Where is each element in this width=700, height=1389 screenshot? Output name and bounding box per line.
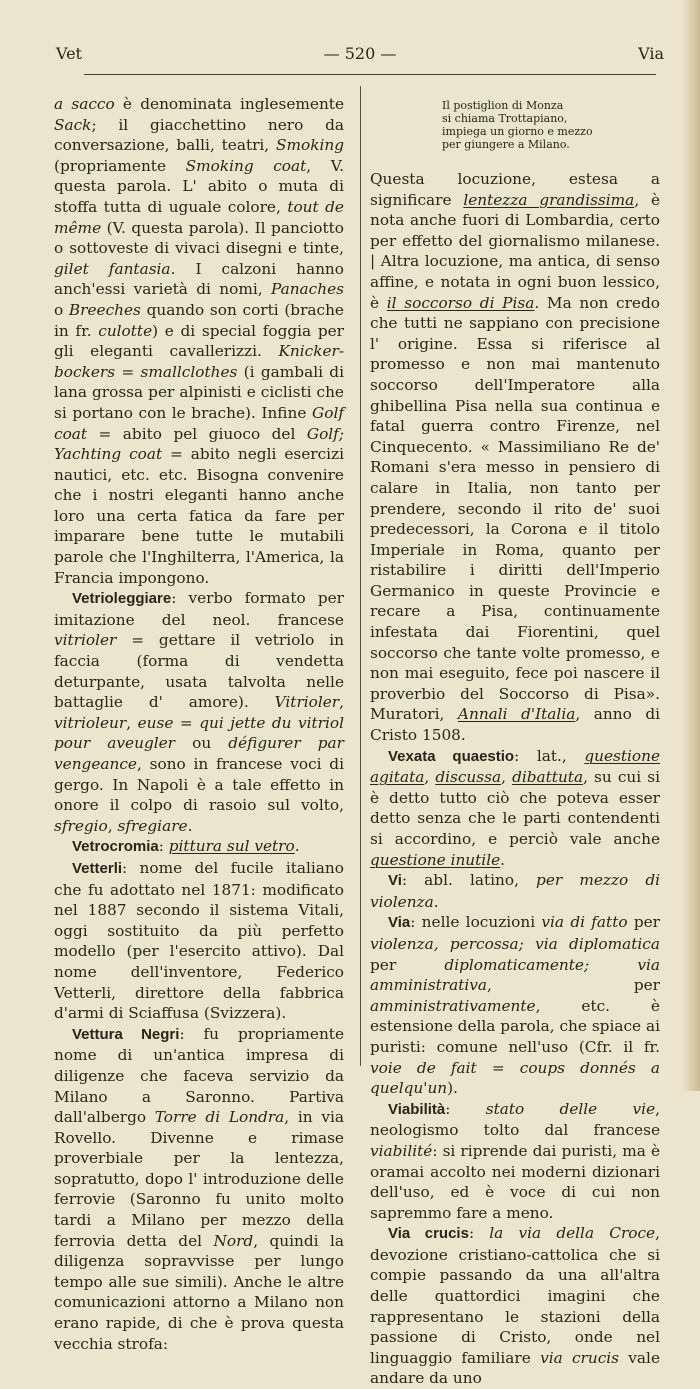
text-segment: , per: [487, 976, 660, 995]
italic-text: gilet fantasia: [54, 259, 171, 278]
text-segment: (i gambali di lana grossa per alpinisti e ciclisti che si portano con le brache). Infine: [54, 362, 344, 422]
text-segment: :: [468, 1224, 490, 1243]
italic-text: Torre di Londra: [154, 1108, 285, 1127]
text-segment: o: [54, 300, 69, 319]
italic-text: la via della Croce: [489, 1224, 656, 1243]
text-segment: .: [187, 816, 193, 835]
text-segment: = abito negli esercizi nautici, etc. etc. Bisogna convenire che i nostri eleganti hanno anche loro una certa fatica da fare per imparare bene tutte le mutabili parole che l'Inghilterra, l'America, la Francia impongono.: [54, 445, 345, 587]
italic-text: Panaches: [270, 280, 344, 299]
italic-text: euse = qui jette du vitriol pour aveugler: [54, 713, 344, 753]
text-segment: ,: [424, 768, 436, 787]
dictionary-entry: [370, 1223, 660, 1389]
text-segment: , etc. è estensione della parola, che spiace ai puristi: comune nell'uso (Cfr. il fr.: [370, 996, 660, 1056]
underlined-italic-text: discussa: [435, 768, 502, 787]
text-paragraph: [370, 169, 660, 746]
dictionary-entry: [370, 870, 660, 912]
page-header: [56, 44, 664, 68]
text-segment: , in via Rovello. Divenne e rimase proverbiale per la lentezza, sopratutto, dopo l' introduzione delle ferrovie (Saronno fu unito molto tardi a Milano per mezzo della ferrovia detta del: [54, 1108, 344, 1250]
text-segment: ).: [447, 1079, 458, 1098]
italic-text: per mezzo di violenza: [370, 871, 660, 911]
text-segment: ; il giacchettino nero da conversazione, balli, teatri,: [54, 115, 344, 155]
text-segment: ou: [175, 734, 229, 753]
italic-text: viabilité: [370, 1141, 433, 1160]
right-column-text: [370, 169, 660, 1389]
text-segment: ,: [339, 693, 344, 712]
italic-text: tout de même: [54, 197, 344, 237]
underlined-italic-text: Annali d'Italia: [457, 705, 576, 724]
text-segment: , neologismo tolto dal francese: [370, 1099, 660, 1140]
text-segment: . I calzoni hanno anch'essi varietà di nomi,: [54, 259, 344, 299]
text-segment: è denominata inglesemente: [114, 95, 344, 113]
italic-text: vitrioler: [54, 631, 117, 650]
text-segment: ,: [501, 768, 513, 787]
italic-text: diplomaticamente; via amministrativa: [370, 955, 660, 995]
underlined-italic-text: lentezza grandissima: [463, 190, 635, 209]
italic-text: vitrioleur: [54, 713, 127, 732]
entry-headword: Vi: [388, 872, 402, 890]
italic-text: sfregio: [54, 816, 108, 835]
italic-text: culotte: [98, 321, 153, 340]
dictionary-entry: [54, 858, 344, 1024]
text-segment: , V. questa parola. L' abito o muta di stoffa tutta di uguale colore,: [54, 156, 344, 216]
text-segment: , anno di Cristo 1508.: [370, 705, 661, 745]
text-segment: (propriamente: [54, 156, 186, 175]
underlined-italic-text: dibattuta: [512, 768, 584, 787]
dictionary-entry: [370, 912, 660, 1098]
italic-text: sfregiare: [117, 816, 188, 835]
italic-text: Golf; Yachting coat: [54, 424, 344, 464]
column-divider: [360, 86, 361, 1066]
italic-text: Smoking: [276, 136, 344, 155]
text-segment: , quindi la diligenza sopravvisse per lungo tempo alle sue simili). Anche le altre comunicazioni attorno a Milano non erano rapide, di che è prova questa vecchia strofa:: [54, 1231, 344, 1353]
entry-headword: Vettura Negri: [72, 1025, 180, 1043]
text-segment: : nelle locuzioni: [410, 913, 542, 932]
right-column: [370, 99, 660, 1389]
entry-headword: Via: [388, 914, 411, 932]
entry-headword: Via crucis: [388, 1225, 469, 1243]
text-segment: : verbo formato per imitazione del neol. francese: [54, 589, 344, 629]
text-segment: ,: [126, 713, 138, 732]
header-left-guideword: Vet: [56, 44, 82, 63]
italic-text: Knicker-bockers = smallclothes: [54, 342, 344, 381]
text-segment: , su cui si è detto tutto ciò che poteva esser detto senza che le parti contendenti si accordino, e perciò vale anche: [370, 768, 660, 848]
text-segment: . Ma non credo che tutti ne sappiano con precisione l' origine. Essa si riferisce al promesso e non mai mantenuto soccorso dell'Imperatore alla ghibellina Pisa nella sua continua e fatal guerra contro Firenze, nel Cinquecento. « Massimiliano Re de' Romani s'era messo in pensiero di calare in Italia, non tanto per prendere, secondo il rito de' suoi predecessori, la Corona e il titolo Imperiale in Roma, quanto per ristabilire i diritti dell'Imperio Germanico in queste Provincie e recare a Pisa, continuamente infestata dai Fiorentini, quel soccorso che tante volte promesso, e non mai eseguito, fece poi nascere il proverbio del Soccorso di Pisa». Muratori,: [370, 293, 660, 724]
left-column: [54, 94, 344, 1354]
entry-headword: Vetrocromia: [72, 838, 159, 856]
text-segment: : fu propriamente nome di un'antica impresa di diligenze che faceva servizio da Milano a Saronno. Partiva dall'albergo: [54, 1024, 344, 1127]
underlined-italic-text: pittura sul vetro: [168, 837, 295, 856]
text-segment: (V. questa parola). Il panciotto o sottoveste di vivaci disegni e tinte,: [54, 218, 344, 258]
italic-text: via crucis: [540, 1348, 620, 1367]
dictionary-entry: [54, 836, 344, 858]
italic-text: défigurer par vengeance: [54, 734, 344, 773]
italic-text: amministrativamente: [370, 996, 536, 1015]
italic-text: violenza, percossa; via diplomatica: [370, 934, 660, 953]
dictionary-entry: [54, 1024, 344, 1355]
italic-text: via di fatto: [541, 913, 628, 932]
dictionary-entry: [54, 588, 344, 836]
text-paragraph: [54, 94, 344, 588]
underlined-italic-text: questione inutile: [370, 850, 501, 869]
italic-text: a sacco: [54, 95, 115, 113]
text-segment: : lat.,: [514, 746, 585, 765]
dictionary-entry: [370, 1099, 660, 1224]
entry-headword: Viabilità: [388, 1100, 446, 1118]
italic-text: Golf coat: [54, 403, 344, 443]
entry-headword: Vexata quaestio: [388, 747, 515, 765]
text-segment: , devozione cristiano-cattolica che si compie passando da una all'altra delle quattordici imagini che rappresentano le stazioni della passione di Cristo, onde nel linguaggio familiare: [370, 1224, 660, 1367]
text-segment: .: [500, 850, 506, 869]
italic-text: stato delle vie: [485, 1099, 656, 1118]
text-segment: per: [370, 955, 445, 974]
italic-text: Sack: [54, 115, 92, 134]
text-segment: per: [627, 913, 660, 932]
text-segment: : abl. latino,: [401, 871, 537, 890]
text-segment: = gettare il vetriolo in faccia (forma di vendetta deturpante, usata talvolta nelle battaglie d' amore).: [54, 631, 344, 712]
italic-text: Nord: [213, 1231, 254, 1250]
italic-text: voie de fait = coups donnés a quelqu'un: [370, 1058, 660, 1098]
italic-text: Breeches: [68, 300, 141, 319]
header-right-guideword: Via: [638, 44, 664, 63]
entry-headword: Vetrioleggiare: [72, 590, 172, 608]
text-segment: , è nota anche fuori di Lombardia, certo per effetto del giornalismo milanese. | Altra locuzione, ma antica, di senso affine, e notata in ogni buon lessico, è: [370, 190, 661, 312]
verse-quote: Il postiglion di Monza si chiama Trottapiano, impiega un giorno e mezzo per giungere a Milano.: [442, 99, 593, 151]
text-segment: quando son corti (brache in fr.: [54, 300, 344, 340]
text-segment: vale andare da uno: [370, 1348, 660, 1388]
header-rule: [84, 74, 656, 75]
italic-text: Smoking coat: [185, 156, 307, 175]
text-segment: = abito pel giuoco del: [87, 424, 307, 443]
text-segment: :: [445, 1099, 486, 1118]
text-segment: Questa locuzione, estesa a significare: [370, 170, 660, 209]
underlined-italic-text: questione agitata: [370, 746, 661, 787]
text-segment: :: [158, 837, 169, 856]
underlined-italic-text: il soccorso di Pisa: [386, 293, 535, 312]
text-segment: .: [433, 892, 439, 911]
text-segment: ,: [107, 816, 118, 835]
text-segment: .: [294, 837, 300, 856]
text-segment: : nome del fucile italiano che fu adottato nel 1871: modificato nel 1887 secondo il sistema Vitali, oggi sostituito da più perfetto modello (per l'esercito attivo). Dal nome dell'inventore, Federico Vetterli, direttore della fabbrica d'armi di Sciaffusa (Svizzera).: [54, 858, 344, 1023]
italic-text: Vitrioler: [274, 693, 340, 712]
text-segment: : si riprende dai puristi, ma è oramai accolto nei moderni dizionari dell'uso, ed è voce di cui non sapremmo fare a meno.: [370, 1141, 660, 1222]
dictionary-entry: [370, 746, 660, 871]
entry-headword: Vetterli: [72, 859, 123, 877]
text-segment: ) e di special foggia per gli eleganti cavallerizzi.: [54, 321, 344, 361]
page-number: — 520 —: [323, 44, 397, 63]
text-segment: , sono in francese voci di gergo. In Napoli è a tale effetto in onore il colpo di rasoio sul volto,: [54, 755, 344, 815]
